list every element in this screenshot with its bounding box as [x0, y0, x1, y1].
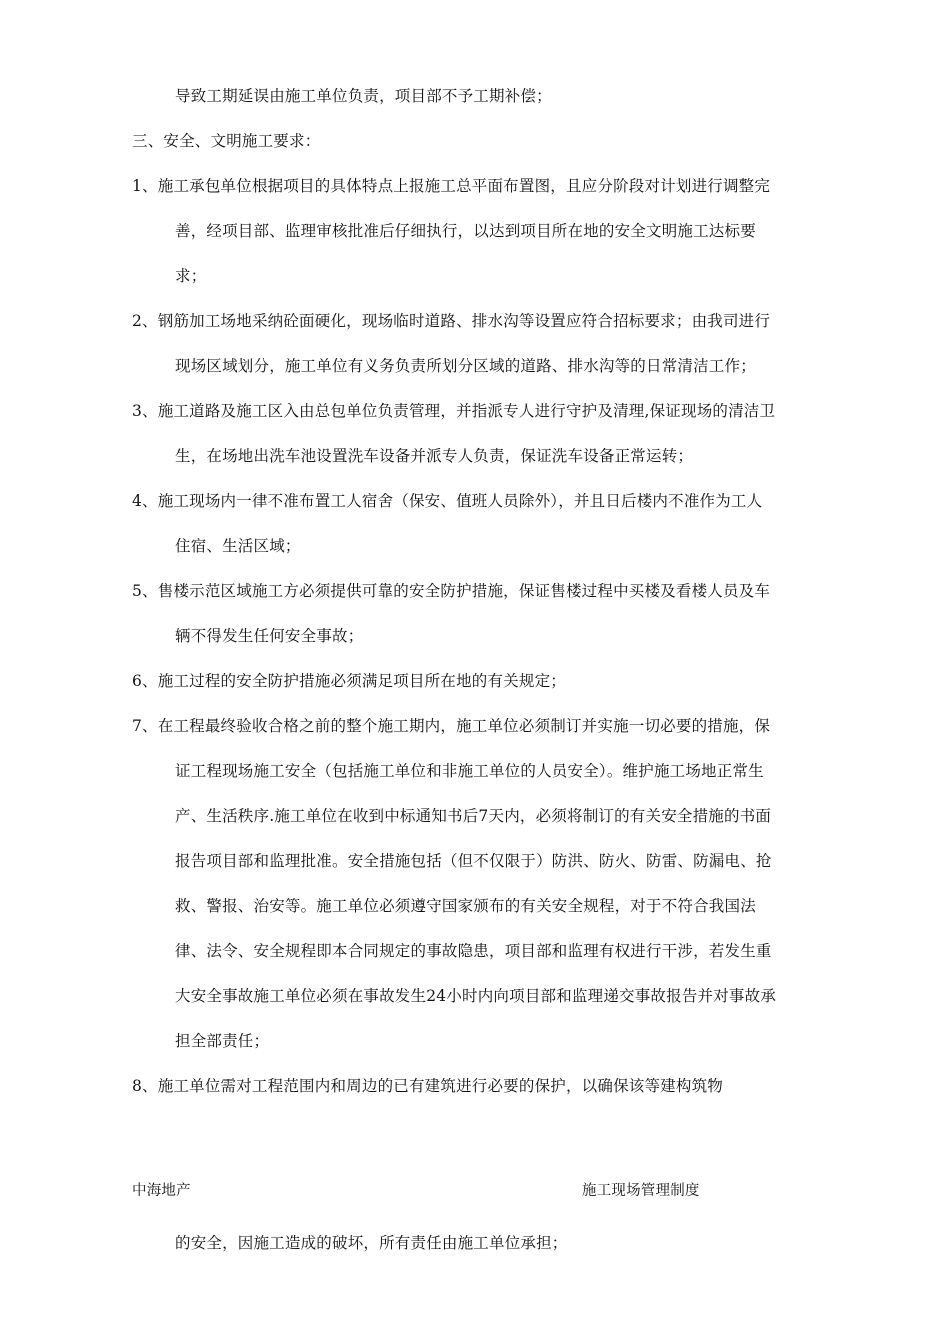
list-item-2-cont: 现场区域划分，施工单位有义务负责所划分区域的道路、排水沟等的日常清洁工作；: [175, 357, 756, 375]
text-line: 导致工期延误由施工单位负责，项目部不予工期补偿；: [175, 87, 552, 105]
section-heading: 三、安全、文明施工要求：: [132, 132, 321, 150]
list-item-7-cont: 律、法令、安全规程即本合同规定的事故隐患，项目部和监理有权进行干涉，若发生重: [175, 942, 772, 960]
list-item-5-cont: 辆不得发生任何安全事故；: [175, 627, 364, 645]
list-item-7-cont: 救、警报、治安等。施工单位必须遵守国家颁布的有关安全规程，对于不符合我国法: [175, 897, 756, 915]
list-item-4: 4、施工现场内一律不准布置工人宿舍（保安、值班人员除外），并且日后楼内不准作为工人: [132, 492, 763, 510]
list-item-7-cont: 证工程现场施工安全（包括施工单位和非施工单位的人员安全）。维护施工场地正常生: [175, 762, 764, 780]
list-item-1-cont: 求；: [175, 267, 207, 285]
list-item-1: 1、施工承包单位根据项目的具体特点上报施工总平面布置图，且应分阶段对计划进行调整完: [132, 177, 771, 195]
list-item-1-cont: 善，经项目部、监理审核批准后仔细执行，以达到项目所在地的安全文明施工达标要: [175, 222, 756, 240]
list-item-7-cont: 产、生活秩序.施工单位在收到中标通知书后7天内，必须将制订的有关安全措施的书面: [175, 807, 772, 825]
list-item-7-cont: 大安全事故施工单位必须在事故发生24小时内向项目部和监理递交事故报告并对事故承: [175, 987, 777, 1005]
list-item-7-cont: 担全部责任；: [175, 1032, 270, 1050]
list-item-3-cont: 生，在场地出洗车池设置洗车设备并派专人负责，保证洗车设备正常运转；: [175, 447, 694, 465]
footer-company: 中海地产: [132, 1183, 191, 1199]
list-item-8-cont: 的安全，因施工造成的破坏，所有责任由施工单位承担；: [175, 1234, 568, 1252]
list-item-4-cont: 住宿、生活区域；: [175, 537, 301, 555]
list-item-6: 6、施工过程的安全防护措施必须满足项目所在地的有关规定；: [132, 672, 566, 690]
list-item-2: 2、钢筋加工场地采纳砼面硬化，现场临时道路、排水沟等设置应符合招标要求；由我司进行: [132, 312, 771, 330]
list-item-5: 5、售楼示范区域施工方必须提供可靠的安全防护措施，保证售楼过程中买楼及看楼人员及车: [132, 582, 771, 600]
list-item-7-cont: 报告项目部和监理批准。安全措施包括（但不仅限于）防洪、防火、防雷、防漏电、抢: [175, 852, 772, 870]
list-item-8: 8、施工单位需对工程范围内和周边的已有建筑进行必要的保护，以确保该等建构筑物: [132, 1077, 723, 1095]
list-item-7: 7、在工程最终验收合格之前的整个施工期内，施工单位必须制订并实施一切必要的措施，保: [132, 717, 771, 735]
footer-document-title: 施工现场管理制度: [582, 1183, 700, 1199]
list-item-3: 3、施工道路及施工区入由总包单位负责管理，并指派专人进行守护及清理,保证现场的清洁卫: [132, 402, 776, 420]
